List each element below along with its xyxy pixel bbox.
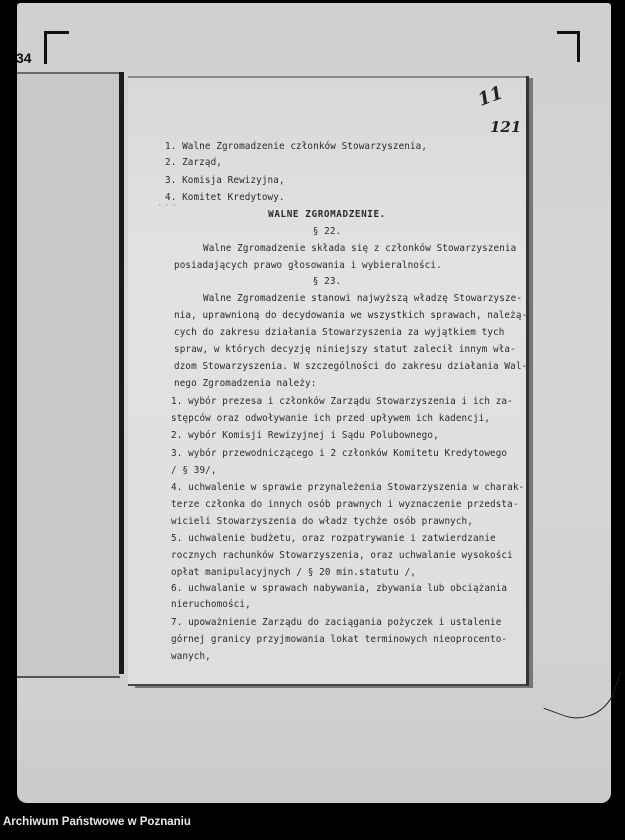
list-item-continuation: wanych, — [171, 651, 211, 662]
previous-page-edge — [17, 72, 120, 678]
list-item-continuation: wicieli Stowarzyszenia do władz tychże osób prawnych, — [171, 516, 473, 527]
archive-watermark: Archiwum Państwowe w Poznaniu — [3, 816, 191, 828]
paragraph-line: spraw, w których decyzję niniejszy statut zalecił innym wła- — [174, 344, 516, 355]
list-item-continuation: nieruchomości, — [171, 599, 251, 610]
paragraph-line: Walne Zgromadzenie stanowi najwyższą władzę Stowarzysze- — [203, 293, 523, 304]
list-item-continuation: terze członka do innych osób prawnych i wyznaczenie przedsta- — [171, 499, 519, 510]
list-item-continuation: / § 39/, — [171, 465, 217, 476]
folio-mark-crossed: 11 — [475, 82, 506, 111]
paragraph-number: § 23. — [312, 276, 342, 287]
organ-item: 3. Komisja Rewizyjna, — [165, 175, 285, 186]
list-item: 6. uchwalanie w sprawach nabywania, zbywania lub obciążania — [171, 583, 508, 594]
paragraph-line: nia, uprawnioną do decydowania we wszystkich sprawach, należą- — [174, 310, 528, 321]
list-item-continuation: opłat manipulacyjnych / § 20 min.statutu /, — [171, 567, 416, 578]
corner-crop-mark-right — [557, 31, 580, 62]
binding-spine — [119, 72, 124, 674]
list-item: 1. wybór prezesa i członków Zarządu Stowarzyszenia i ich za- — [171, 396, 513, 407]
paragraph-line: dzom Stowarzyszenia. W szczególności do zakresu działania Wal- — [174, 361, 528, 372]
paragraph-line: cych do zakresu działania Stowarzyszenia za wyjątkiem tych — [174, 327, 505, 338]
corner-crop-mark-left — [44, 31, 69, 64]
folio-number: 121 — [490, 118, 522, 136]
list-item-continuation: rocznych rachunków Stowarzyszenia, oraz uchwalanie wysokości — [171, 550, 513, 561]
organ-item: 4. Komitet Kredytowy. — [165, 192, 285, 203]
paragraph-line: Walne Zgromadzenie składa się z członków Stowarzyszenia — [203, 243, 517, 254]
list-item: 3. wybór przewodniczącego i 2 członków Komitetu Kredytowego — [171, 448, 508, 459]
organ-item: 1. Walne Zgromadzenie członków Stowarzyszenia, — [165, 141, 428, 152]
list-item: 2. wybór Komisji Rewizyjnej i Sądu Polubownego, — [171, 430, 439, 441]
stray-marks: · · · — [158, 202, 177, 209]
paragraph-number: § 22. — [312, 226, 342, 237]
paragraph-line: posiadających prawo głosowania i wybieralności. — [174, 260, 442, 271]
frame-number: 34 — [16, 50, 32, 66]
list-item: 4. uchwalenie w sprawie przynależenia Stowarzyszenia w charak- — [171, 482, 525, 493]
paragraph-line: nego Zgromadzenia należy: — [174, 378, 317, 389]
list-item-continuation: stępców oraz odwoływanie ich przed upływem ich kadencji, — [171, 413, 491, 424]
section-heading: WALNE ZGROMADZENIE. — [268, 209, 386, 220]
list-item: 5. uchwalenie budżetu, oraz rozpatrywanie i zatwierdzanie — [171, 533, 496, 544]
list-item: 7. upoważnienie Zarządu do zaciągania pożyczek i ustalenie — [171, 617, 502, 628]
organ-item: 2. Zarząd, — [165, 157, 222, 168]
list-item-continuation: górnej granicy przyjmowania lokat terminowych nieoprocento- — [171, 634, 508, 645]
